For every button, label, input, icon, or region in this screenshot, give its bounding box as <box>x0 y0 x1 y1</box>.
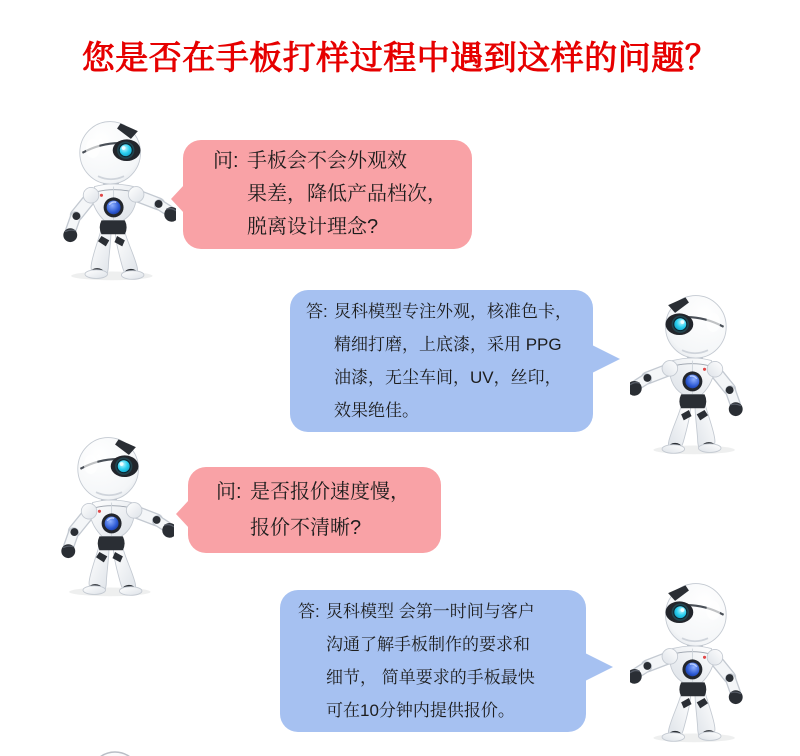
bubble-text-line: 报价不清晰? <box>250 517 362 539</box>
bubble-text-line: 炅科模型 会第一时间与客户 <box>326 602 535 621</box>
robot-icon <box>630 570 760 748</box>
bubble-text-line: 手板会不会外观效 <box>247 150 407 172</box>
robot-illustration-2 <box>630 282 760 460</box>
bubble-text-line: 炅科模型专注外观，核准色卡， <box>334 302 572 321</box>
speaker-label: 问: <box>216 481 242 503</box>
bubble-text-line: 果差，降低产品档次， <box>247 183 447 205</box>
bubble-text-line: 脱离设计理念? <box>247 216 379 238</box>
speaker-label: 问: <box>213 150 239 172</box>
bubble-text-line: 是否报价速度慢， <box>250 481 410 503</box>
bubble-text-line: 细节， 简单要求的手板最快 <box>326 668 535 687</box>
bubble-text <box>247 145 447 244</box>
bubble-tail-right <box>585 653 613 681</box>
answer-bubble-2 <box>280 590 586 732</box>
bubble-tail-right <box>592 345 620 373</box>
robot-icon <box>630 282 760 460</box>
bubble-text-line: 沟通了解手板制作的要求和 <box>326 635 530 654</box>
speaker-label: 答: <box>298 602 320 621</box>
bubble-text <box>250 474 410 546</box>
bubble-tail-left <box>171 185 184 213</box>
bubble-text-line: 效果绝佳。 <box>334 401 419 420</box>
bubble-tail-left <box>176 500 189 528</box>
question-bubble-2 <box>188 467 441 553</box>
bubble-text-line: 油漆，无尘车间，UV，丝印， <box>334 368 562 387</box>
bubble-text-line: 精细打磨，上底漆，采用 PPG <box>334 335 562 354</box>
robot-partial-head <box>86 748 144 756</box>
robot-icon <box>44 424 174 602</box>
robot-illustration-4 <box>630 570 760 748</box>
page-title: 您是否在手板打样过程中遇到这样的问题？ <box>81 39 719 76</box>
bubble-text <box>326 595 535 727</box>
robot-head-arc-icon <box>86 748 144 756</box>
question-bubble-1 <box>183 140 472 249</box>
robot-illustration-1 <box>46 108 176 286</box>
robot-icon <box>46 108 176 286</box>
speaker-label: 答: <box>306 302 328 321</box>
bubble-text <box>334 295 572 427</box>
bubble-text-line: 可在10分钟内提供报价。 <box>326 701 515 720</box>
robot-illustration-3 <box>44 424 174 602</box>
answer-bubble-1 <box>290 290 593 432</box>
